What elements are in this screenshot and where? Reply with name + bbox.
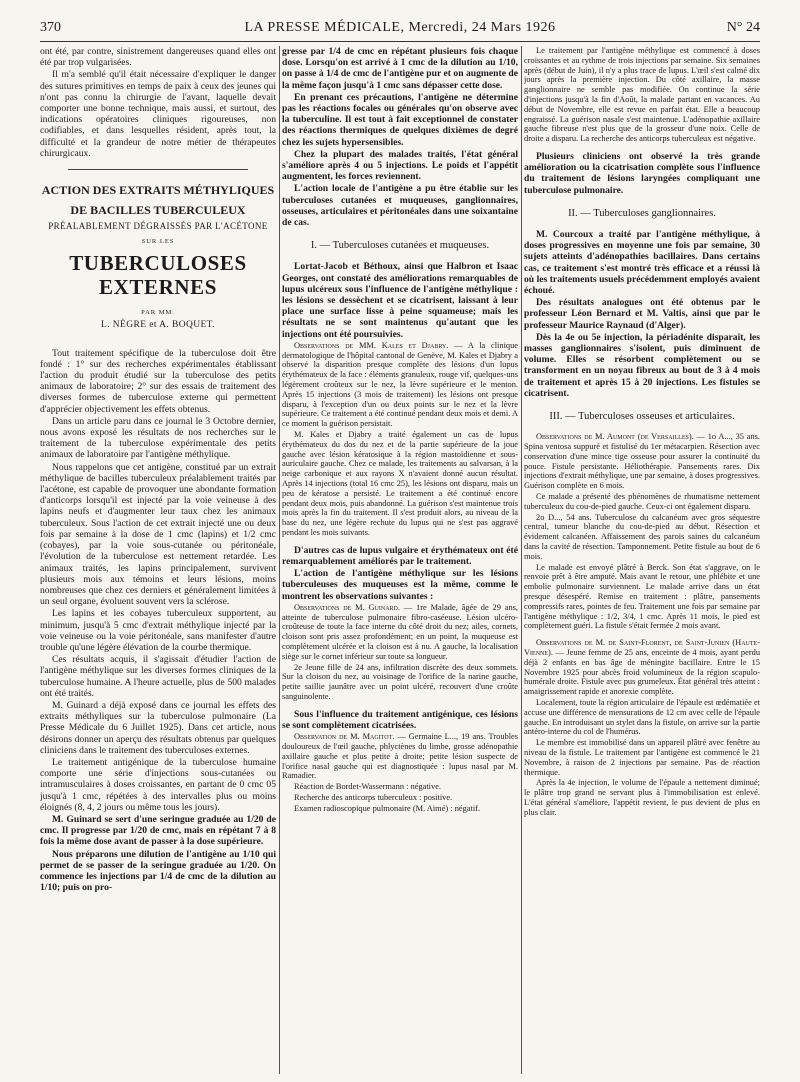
observation-heading: Observations de M. Guinard. bbox=[294, 602, 400, 612]
observation-paragraph: Après la 4e injection, le volume de l'épaule a nettement diminué; le plâtre trop grand ne servant plus à l'immobilisation est enlevé. L'état général s'améliore, l'appétit revient, le pus devient de plus en plus clair. bbox=[524, 778, 760, 817]
observation-paragraph: Ce malade a présenté des phénomènes de rhumatisme nettement tuberculeux du cou-de-pied gauche. Ceux-ci ont également disparu. bbox=[524, 492, 760, 511]
article-subtitle: PRÉALABLEMENT DÉGRAISSÉS PAR L'ACÉTONE bbox=[48, 221, 268, 232]
section-heading-3: III. — Tuberculoses osseuses et articulaires. bbox=[549, 411, 735, 423]
bold-paragraph: Chez la plupart des malades traités, l'état général s'améliore après 4 ou 5 injections. Le poids et l'appétit augmentent, les forces reviennent. bbox=[282, 148, 518, 183]
paragraph: Dans un article paru dans ce journal le 3 Octobre dernier, nous avons exposé les résultats de nos recherches sur le traitement de la tuberculose expérimentale des petits animaux de laboratoire par l'antigène méthylique. bbox=[40, 415, 276, 461]
observation-heading: Observations de M. Aumont (de Versailles). bbox=[536, 432, 694, 442]
paragraph: Il m'a semblé qu'il était nécessaire d'expliquer le danger des sutures primitives en temps de paix à ceux des jeunes qui n'ont pas connu la chirurgie de l'avant, laquelle devait comporter une bonne technique, mais aussi, et surtout, des indications opératoires cliniques rigoureuses, non codifiables, et dans lesquelles résident, après tout, la difficulté et la grandeur de notre métier de thérapeutes chirurgicaux. bbox=[40, 69, 276, 159]
column-1 bbox=[40, 46, 276, 1074]
article-sur-les: SUR LES bbox=[141, 238, 175, 246]
bold-paragraph: Lortat-Jacob et Béthoux, ainsi que Halbron et Isaac Georges, ont constaté des améliorations remarquables de lupus ulcéreux sous l'influence de l'antigène méthylique : les lésions se dessèchent et se cicatrisent, laissant à leur place une surface lisse à peine squameuse; mais les résultats ne se sont maintenus qu'autant que les injections ont été poursuivies. bbox=[282, 261, 518, 340]
bold-paragraph: Des résultats analogues ont été obtenus par le professeur Léon Bernard et M. Valtis, ainsi que par le professeur Maurice Raynaud (d'Alger). bbox=[524, 297, 760, 331]
observation-paragraph: Recherche des anticorps tuberculeux : positive. bbox=[294, 792, 453, 802]
observation-paragraph: Le traitement par l'antigène méthylique est commencé à doses croissantes et au rythme de trois injections par semaine. Six semaines après (début de Juin), il n'y a plus trace de lupus. L'œil s'est calmé dix jours après la première injection. Du côté axillaire, la masse ganglionnaire ne semble pas modifiée. On continue la série d'injections jusqu'à la fin d'Août, la malade partant en vacances. Au début de Novembre, elle est revue en parfait état. Elle a beaucoup engraissé. La guérison nasale s'est maintenue. L'adénopathie axillaire gauche fibreuse n'est plus que de la grosseur d'une noix. Celle de droite a disparu. La recherche des anticorps tuberculeux est négative. bbox=[524, 46, 760, 144]
observation-text: — Jeune femme de 25 ans, enceinte de 4 mois, ayant perdu déjà 2 enfants en bas âge de méningite bacillaire. Entre le 15 Novembre 1925 pour abcès froid volumineux de la région scapulo-humérale droite. Fistule avec pus grumeleux. État général très atteint : amaigrissement rapide et anorexie complète. bbox=[524, 647, 760, 697]
bold-paragraph: En prenant ces précautions, l'antigène ne détermine pas les réactions focales ou générales qu'on observe avec la tuberculine. Il est tout à fait exceptionnel de constater des réactions thermiques de quelques dixièmes de degré chez les sujets hypersensibles. bbox=[282, 91, 518, 148]
column-3 bbox=[524, 46, 760, 1074]
article-title-line-2: DE BACILLES TUBERCULEUX bbox=[70, 203, 246, 218]
observation-paragraph: Réaction de Bordet-Wassermann : négative. bbox=[294, 782, 441, 792]
observation-text: — Germaine L..., 19 ans. Troubles douloureux de l'œil gauche, phlyctènes du limbe, grosse adénopathie axillaire gauche et plus petite à droite; petite lésion suspecte de l'orifice nasal gauche qui est diagnostiquée : lupus nasal par M. Ramadier. bbox=[282, 732, 518, 781]
observation-paragraph: 2o D..., 54 ans. Tuberculose du calcanéum avec gros séquestre central, tumeur blanche du cou-de-pied au début. Résection et évidement calcanéen. Affaissement des parois saines du calcanéum dans la cavité de résection. Tamponnement. Petite fistule au bout de 6 mois. bbox=[524, 512, 760, 561]
bold-paragraph: L'action de l'antigène méthylique sur les lésions tuberculeuses des muqueuses est la même, comme le montrent les observations suivantes : bbox=[282, 568, 518, 602]
bold-paragraph: M. Guinard se sert d'une seringue graduée au 1/20 de cmc. Il progresse par 1/20 de cmc, mais en répétant 7 à 8 fois la même dose avant de passer à la dose supérieure. bbox=[40, 813, 276, 848]
observation-paragraph: Le malade est envoyé plâtré à Berck. Son état s'aggrave, on le renvoie prêt à être amputé. Mais avant le retour, une phlébite et une embolie pulmonaire surviennent. Le malade arrive dans un état presque désespéré. Remise en traitement : plâtre, pansements compressifs rares, pointes de feu. Traitement une fois par semaine par l'antigène méthylique : 1/2, 3/4, 1 cmc. Après 11 mois, le pied est complètement guéri. La fistule s'était fermée 2 mois avant. bbox=[524, 562, 760, 631]
journal-title: LA PRESSE MÉDICALE, Mercredi, 24 Mars 1926 bbox=[244, 20, 556, 35]
page-number: 370 bbox=[40, 20, 61, 35]
bold-paragraph: gresse par 1/4 de cmc en répétant plusieurs fois chaque dose. Lorsqu'on est arrivé à 1 cmc de la dilution au 1/10, on passe à 1/4 de cmc de l'antigène pur et on augmente de la même façon jusqu'à 1 cmc sans dépasser cette dose. bbox=[282, 46, 518, 91]
bold-paragraph: Plusieurs cliniciens ont observé la très grande amélioration ou la cicatrisation complète sous l'influence du traitement de lésions laryngées compliquant une tuberculose pulmonaire. bbox=[524, 150, 760, 196]
observation-paragraph: M. Kales et Djabry a traité également un cas de lupus érythémateux du dos du nez et de la partie supérieure de la joue gauche avec lésion kératosique à la région mastoïdienne et sous-auriculaire gauche. Chez ce malade, les traitements au salvarsan, à la neige carbonique et aux rayons X n'avaient donné aucun résultat. Après 14 injections (total 16 cmc 25), les lésions ont disparu, mais un peu de kératose a persisté. Le traitement a été continué encore pendant deux mois, puis abandonné. La guérison s'est maintenue trois mois après la fin du traitement. Il s'est produit alors, au niveau de la base du nez, une légère rechute du lupus qui ne s'est pas aggravé pendant les mois suivants. bbox=[282, 430, 518, 538]
paragraph: ont été, par contre, sinistrement dangereuses quand elles ont été par trop vulgarisées. bbox=[40, 46, 276, 69]
observation-text: — 1re Malade, âgée de 29 ans, atteinte de tuberculose pulmonaire fibro-caséeuse. Lésion ulcéro-croûteuse de toute la face interne du côté droit du nez; ailes, cornets, cloison sont pris assez profondément; en un point, la muqueuse est complètement ulcérée et la cloison est à nu. A gauche, la localisation siège sur le cornet inférieur sur toute sa longueur. bbox=[282, 602, 518, 661]
paragraph: Les lapins et les cobayes tuberculeux supportent, au minimum, jusqu'à 5 cmc d'extrait méthylique injecté par la voie veineuse ou la voie péritonéale, sans manifester d'autre trouble qu'une légère élévation de la courbe thermique. bbox=[40, 608, 276, 653]
observation-paragraph bbox=[524, 432, 760, 491]
bold-paragraph: L'action locale de l'antigène a pu être établie sur les tuberculoses cutanées et muqueuses, ganglionnaires, osseuses, articulaires et péritonéales dans une soixantaine de cas. bbox=[282, 183, 518, 229]
bold-paragraph: D'autres cas de lupus vulgaire et érythémateux ont été remarquablement améliorés par le traitement. bbox=[282, 544, 518, 568]
paragraph: Tout traitement spécifique de la tuberculose doit être fondé : 1° sur des recherches expérimentales établissant l'action du produit étudié sur la tuberculose des petits animaux de laboratoire; 2° sur des essais de traitement des diverses formes de tuberculose externe qui permettent d'apprécier objectivement les effets obtenus. bbox=[40, 347, 276, 415]
observation-text: — 1o A..., 35 ans. Spina ventosa suppuré et fistulisé du 1er métacarpien. Résection avec conservation d'une mince tige osseuse pour assurer la continuité du pouce. Fistule persistante. Héliothérapie. Pansements rares. Dix injections d'extrait méthylique, une par semaine, à doses progressives. Guérison complète en 6 mois. bbox=[524, 432, 760, 491]
observation-paragraph bbox=[282, 732, 518, 781]
paragraph: Le traitement antigénique de la tuberculose humaine comporte une série d'injections sous-cutanées ou intramusculaires à doses croissantes, en partant de 0 cmc 05 jusqu'à 1 cmc, répétées à des intervalles plus ou moins éloignés (8, 4, 2 jours ou même tous les jours). bbox=[40, 756, 276, 813]
bold-paragraph: Nous préparons une dilution de l'antigène au 1/10 qui permet de se passer de la seringue graduée au 1/20. On commence les injections par 1/4 de cmc de la dilution au 1/10; puis on pro- bbox=[40, 848, 276, 894]
issue-number: N° 24 bbox=[726, 20, 760, 35]
observation-paragraph: 2e Jeune fille de 24 ans, infiltration discrète des deux sommets. Sur la cloison du nez, au voisinage de l'orifice de la narine gauche, petite saillie jaunâtre avec un point ulcéré, recouvert d'une croûte sanguinolente. bbox=[282, 662, 518, 701]
observation-paragraph bbox=[524, 638, 760, 697]
paragraph: Nous rappelons que cet antigène, constitué par un extrait méthylique de bacilles tuberculeux préalablement traités par l'acétone, est capable de provoquer une abondante formation d'anticorps lorsqu'il est injecté par la voie veineuse à des lapins neufs et d'augmenter leur taux chez les animaux tuberculeux. Sous l'action de cet extrait injecté une ou deux fois par semaine à la dose de 1 cmc (lapins) et 1/2 cmc (cobayes), par la voie sous-cutanée ou péritonéale, l'évolution de la tuberculose est nettement retardée. Les animaux traités, les lapins principalement, survivent plusieurs mois aux témoins et leurs lésions, moins nombreuses que chez ces derniers et généralement limitées à un seul organe, évoluent souvent vers la sclérose. bbox=[40, 461, 276, 608]
paragraph: M. Guinard a déjà exposé dans ce journal les effets des extraits méthyliques sur la tuberculose pulmonaire (La Presse Médicale du 6 Juillet 1925). Dans cet article, nous désirons donner un aperçu des résultats obtenus par quelques cliniciens dans le traitement des tuberculoses externes. bbox=[40, 699, 276, 756]
paragraph: Ces résultats acquis, il s'agissait d'étudier l'action de l'antigène méthylique sur les diverses formes cliniques de la tuberculose humaine. A l'heure actuelle, plus de 500 malades ont été traités. bbox=[40, 654, 276, 699]
header-rule bbox=[40, 41, 760, 42]
article-par: PAR MM. bbox=[141, 309, 175, 317]
observation-heading: Observations de MM. Kales et Djabry. bbox=[294, 340, 449, 350]
observation-paragraph: Le membre est immobilisé dans un appareil plâtré avec fenêtre au niveau de la fistule. Le traitement par l'antigène est commencé le 21 Novembre, à raison de 2 injections par semaine. Pas de réaction thermique. bbox=[524, 738, 760, 777]
article-separator bbox=[68, 169, 248, 170]
observation-paragraph bbox=[282, 341, 518, 429]
observation-heading: Observation de M. Magitot. bbox=[294, 732, 395, 742]
column-divider bbox=[279, 46, 280, 1074]
bold-paragraph: Sous l'influence du traitement antigénique, ces lésions se sont complètement cicatrisées. bbox=[282, 708, 518, 731]
article-authors: L. NÈGRE et A. BOQUET. bbox=[101, 320, 215, 331]
observation-text: — A la clinique dermatologique de l'hôpital cantonal de Genève, M. Kales et Djabry a observé la disparition presque complète des lésions d'un lupus érythémateux de la face : éléments granuleux, rouge vif, quelques-uns légèrement croûteux sur le nez, la lèvre supérieure et le menton. Après 15 injections (3 mois de traitement) les lésions ont presque disparu, à l'exception d'un ou deux points sur le nez et la lèvre supérieure. Ce traitement a été continué pendant deux mois et demi. A ce moment la guérison persistait. bbox=[282, 340, 518, 429]
bold-paragraph: M. Courcoux a traité par l'antigène méthylique, à doses progressives en moyenne une fois par semaine, 30 sujets atteints d'adénopathies bacillaires. Dans certains cas, ce traitement s'est montré très efficace et a réussi là où les traitements usuels précédemment employés avaient échoué. bbox=[524, 228, 760, 296]
observation-paragraph: Localement, toute la région articulaire de l'épaule est œdématiée et accuse une différence de mensurations de 12 cm avec celle de l'épaule gauche. En introduisant un stylet dans la fistule, on arrive sur la partie antéro-interne du col de l'humérus. bbox=[524, 697, 760, 737]
column-2 bbox=[282, 46, 518, 1074]
page-header bbox=[40, 20, 760, 40]
article-main-title: TUBERCULOSES EXTERNES bbox=[69, 251, 247, 300]
observation-heading: Observations de M. de Saint-Florent, de Saint-Junien (Haute-Vienne). bbox=[524, 638, 760, 657]
observation-paragraph bbox=[282, 603, 518, 662]
observation-paragraph: Examen radioscopique pulmonaire (M. Aimé) : négatif. bbox=[294, 803, 481, 813]
bold-paragraph: Dès la 4e ou 5e injection, la périadénite disparaît, les masses ganglionnaires s'isolent, puis diminuent de volume. Elles se résorbent complètement ou se transforment en un noyau fibreux au bout de 3 à 4 mois de traitement et après 15 à 20 injections. Les fistules se cicatrisent. bbox=[524, 331, 760, 399]
column-divider bbox=[521, 46, 522, 1074]
section-heading-2: II. — Tuberculoses ganglionnaires. bbox=[568, 207, 716, 219]
article-title-line-1: ACTION DES EXTRAITS MÉTHYLIQUES bbox=[41, 183, 275, 198]
section-heading-1: I. — Tuberculoses cutanées et muqueuses. bbox=[310, 240, 490, 252]
